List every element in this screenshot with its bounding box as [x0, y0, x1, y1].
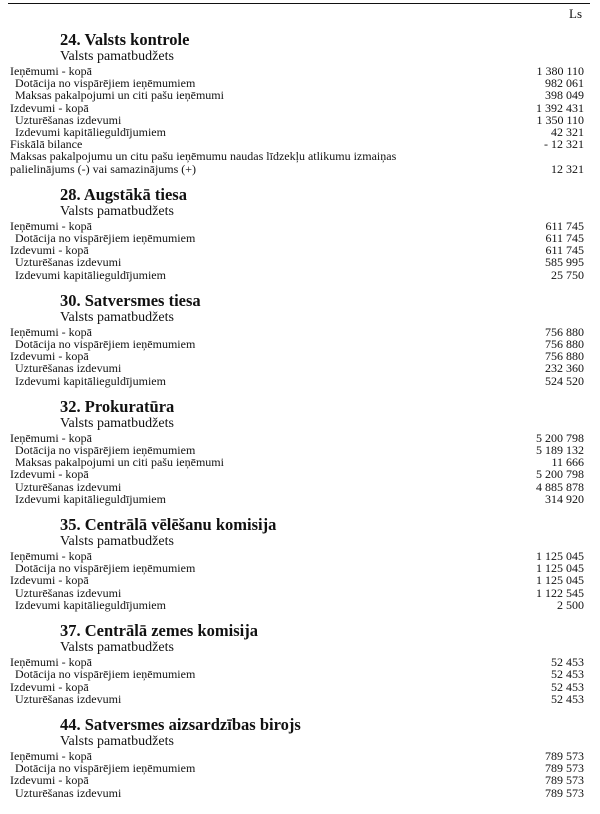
row-label: Izdevumi - kopā	[10, 679, 89, 694]
row-value: 25 750	[551, 267, 584, 282]
row-label: Izdevumi kapitālieguldījumiem	[15, 125, 166, 140]
row-value: 4 885 878	[536, 479, 584, 494]
row-label: Izdevumi - kopā	[10, 773, 89, 788]
budget-row	[10, 774, 586, 786]
row-value: 756 880	[545, 337, 584, 352]
row-label: Maksas pakalpojumi un citi pašu ieņēmumi	[15, 88, 224, 103]
section-subtitle: Valsts pamatbudžets	[60, 309, 174, 325]
row-label: Uzturēšanas izdevumi	[15, 112, 122, 127]
row-value: 52 453	[551, 691, 584, 706]
row-value: 982 061	[545, 76, 584, 91]
budget-row	[10, 269, 586, 281]
section-subtitle: Valsts pamatbudžets	[60, 640, 174, 656]
row-value: - 12 321	[544, 137, 584, 152]
row-value: 1 392 431	[536, 100, 584, 115]
budget-row	[10, 102, 586, 114]
budget-row	[10, 762, 586, 774]
row-value: 789 573	[545, 785, 584, 800]
row-label: Izdevumi - kopā	[10, 243, 89, 258]
row-label: Uzturēšanas izdevumi	[15, 785, 122, 800]
row-value: 585 995	[545, 255, 584, 270]
row-value: 42 321	[551, 125, 584, 140]
row-label: Izdevumi kapitālieguldījumiem	[15, 491, 166, 506]
section-subtitle: Valsts pamatbudžets	[60, 203, 174, 219]
row-value: 1 380 110	[536, 64, 584, 78]
budget-row	[10, 150, 586, 174]
row-label: Izdevumi kapitālieguldījumiem	[15, 373, 166, 388]
budget-section	[10, 621, 586, 705]
row-label: Izdevumi - kopā	[10, 467, 89, 482]
section-title: 28. Augstākā tiesa	[60, 184, 187, 204]
budget-document	[10, 30, 586, 809]
row-label: Ieņēmumi - kopā	[10, 748, 92, 763]
section-title: 37. Centrālā zemes komisija	[60, 621, 258, 641]
row-label: Ieņēmumi - kopā	[10, 218, 92, 233]
row-value: 789 573	[545, 773, 584, 788]
row-value: 1 125 045	[536, 561, 584, 576]
row-value: 5 189 132	[536, 443, 584, 458]
row-value: 1 125 045	[536, 573, 584, 588]
row-label: Izdevumi - kopā	[10, 100, 89, 115]
row-label: Uzturēšanas izdevumi	[15, 361, 122, 376]
row-value: 398 049	[545, 88, 584, 103]
section-subtitle: Valsts pamatbudžets	[60, 534, 174, 550]
row-label: Izdevumi - kopā	[10, 349, 89, 364]
section-title: 32. Prokuratūra	[60, 396, 175, 416]
row-label: Dotācija no vispārējiem ieņēmumiem	[15, 337, 196, 352]
budget-row	[10, 89, 586, 101]
row-value: 232 360	[545, 361, 584, 376]
row-label: Dotācija no vispārējiem ieņēmumiem	[15, 231, 196, 246]
budget-row	[10, 668, 586, 680]
row-value: 2 500	[557, 597, 584, 612]
row-label: Uzturēšanas izdevumi	[15, 585, 122, 600]
top-rule	[8, 3, 590, 4]
row-label: Dotācija no vispārējiem ieņēmumiem	[15, 76, 196, 91]
row-label: Maksas pakalpojumu un citu pašu ieņēmumu naudas līdzekļu atlikumu izmaiņas palielinājums (-) vai samazinājums (+)	[10, 149, 397, 176]
budget-row	[10, 574, 586, 586]
row-value: 524 520	[545, 373, 584, 388]
budget-row	[10, 681, 586, 693]
row-label: Dotācija no vispārējiem ieņēmumiem	[15, 761, 196, 776]
row-label: Izdevumi kapitālieguldījumiem	[15, 267, 166, 282]
row-value: 52 453	[551, 679, 584, 694]
row-label: Ieņēmumi - kopā	[10, 549, 92, 564]
row-label: Ieņēmumi - kopā	[10, 430, 92, 445]
row-value: 756 880	[545, 324, 584, 339]
budget-row	[10, 493, 586, 505]
section-subtitle: Valsts pamatbudžets	[60, 49, 174, 64]
row-value: 1 125 045	[536, 549, 584, 564]
section-subtitle: Valsts pamatbudžets	[60, 733, 174, 749]
row-label: Maksas pakalpojumi un citi pašu ieņēmumi	[15, 455, 224, 470]
budget-section	[10, 291, 586, 387]
row-value: 611 745	[545, 218, 584, 233]
row-value: 12 321	[551, 161, 584, 176]
budget-row	[10, 456, 586, 468]
budget-section	[10, 715, 586, 799]
row-label: Dotācija no vispārējiem ieņēmumiem	[15, 667, 196, 682]
row-value: 52 453	[551, 667, 584, 682]
row-label: Fiskālā bilance	[10, 137, 83, 152]
budget-row	[10, 256, 586, 268]
budget-row	[10, 693, 586, 705]
row-label: Ieņēmumi - kopā	[10, 655, 92, 670]
budget-row	[10, 232, 586, 244]
row-value: 611 745	[545, 243, 584, 258]
section-title: 44. Satversmes aizsardzības birojs	[60, 714, 301, 734]
row-label: Uzturēšanas izdevumi	[15, 479, 122, 494]
row-label: Izdevumi - kopā	[10, 573, 89, 588]
row-label: Dotācija no vispārējiem ieņēmumiem	[15, 561, 196, 576]
row-value: 789 573	[545, 761, 584, 776]
budget-row	[10, 468, 586, 480]
budget-row	[10, 599, 586, 611]
row-value: 1 350 110	[536, 112, 584, 127]
row-label: Ieņēmumi - kopā	[10, 324, 92, 339]
budget-row	[10, 338, 586, 350]
row-value: 756 880	[545, 349, 584, 364]
budget-row	[10, 362, 586, 374]
section-title: 30. Satversmes tiesa	[60, 290, 201, 310]
row-label: Ieņēmumi - kopā	[10, 64, 92, 78]
row-value: 789 573	[545, 748, 584, 763]
row-label: Dotācija no vispārējiem ieņēmumiem	[15, 443, 196, 458]
row-value: 611 745	[545, 231, 584, 246]
row-value: 1 122 545	[536, 585, 584, 600]
budget-row	[10, 126, 586, 138]
budget-row	[10, 562, 586, 574]
section-title: 35. Centrālā vēlēšanu komisija	[60, 515, 277, 535]
budget-row	[10, 375, 586, 387]
budget-section	[10, 185, 586, 281]
row-value: 52 453	[551, 655, 584, 670]
row-label: Uzturēšanas izdevumi	[15, 691, 122, 706]
section-subtitle: Valsts pamatbudžets	[60, 415, 174, 431]
budget-row	[10, 787, 586, 799]
section-title: 24. Valsts kontrole	[60, 30, 190, 49]
row-label: Izdevumi kapitālieguldījumiem	[15, 597, 166, 612]
row-value: 11 666	[551, 455, 584, 470]
budget-section	[10, 30, 586, 175]
budget-section	[10, 397, 586, 505]
row-value: 5 200 798	[536, 467, 584, 482]
row-value: 314 920	[545, 491, 584, 506]
row-label: Uzturēšanas izdevumi	[15, 255, 122, 270]
budget-section	[10, 515, 586, 611]
row-value: 5 200 798	[536, 430, 584, 445]
currency-unit-label: Ls	[569, 6, 582, 21]
